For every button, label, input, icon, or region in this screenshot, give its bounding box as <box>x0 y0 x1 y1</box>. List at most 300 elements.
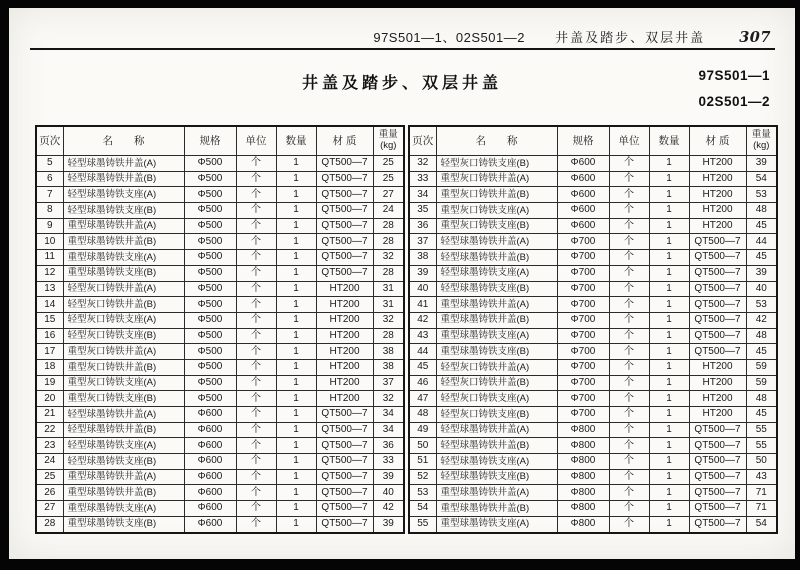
cell-qty: 1 <box>276 454 316 470</box>
cell-seq: 45 <box>409 359 436 375</box>
cell-seq: 10 <box>36 234 63 250</box>
cell-seq: 23 <box>36 438 63 454</box>
table-row <box>409 485 777 501</box>
cell-spec: Φ800 <box>557 501 609 517</box>
cell-qty: 1 <box>276 171 316 187</box>
cell-material: QT500—7 <box>316 171 373 187</box>
cell-material: QT500—7 <box>316 218 373 234</box>
cell-unit: 个 <box>236 516 276 532</box>
cell-name: 重型灰口铸铁支座(A) <box>63 375 184 391</box>
cell-name: 重型灰口铸铁井盖(A) <box>63 344 184 360</box>
cell-weight: 55 <box>746 438 777 454</box>
cell-material: QT500—7 <box>689 344 746 360</box>
cell-seq: 46 <box>409 375 436 391</box>
cell-seq: 20 <box>36 391 63 407</box>
cell-qty: 1 <box>276 391 316 407</box>
cell-weight: 48 <box>746 391 777 407</box>
cell-unit: 个 <box>236 344 276 360</box>
cell-weight: 31 <box>373 281 404 297</box>
cell-unit: 个 <box>236 485 276 501</box>
cell-unit: 个 <box>609 469 649 485</box>
cell-weight: 40 <box>373 485 404 501</box>
cell-unit: 个 <box>236 218 276 234</box>
cell-name: 重型球墨铸铁井盖(B) <box>436 501 557 517</box>
table-row <box>409 344 777 360</box>
cell-weight: 39 <box>373 516 404 532</box>
cell-spec: Φ600 <box>557 187 609 203</box>
table-row <box>409 250 777 266</box>
cell-name: 轻型灰口铸铁支座(B) <box>63 328 184 344</box>
cell-spec: Φ800 <box>557 469 609 485</box>
cell-qty: 1 <box>649 469 689 485</box>
cell-material: HT200 <box>316 281 373 297</box>
cell-name: 轻型灰口铸铁支座(B) <box>436 407 557 423</box>
cell-seq: 22 <box>36 422 63 438</box>
cell-seq: 21 <box>36 407 63 423</box>
table-row <box>409 297 777 313</box>
cell-seq: 11 <box>36 250 63 266</box>
cell-seq: 43 <box>409 328 436 344</box>
cell-material: QT500—7 <box>316 203 373 219</box>
cell-weight: 42 <box>746 312 777 328</box>
cell-material: QT500—7 <box>316 187 373 203</box>
cell-name: 轻型灰口铸铁井盖(A) <box>63 281 184 297</box>
cell-weight: 28 <box>373 218 404 234</box>
cell-spec: Φ600 <box>557 203 609 219</box>
cell-name: 重型球墨铸铁井盖(A) <box>436 297 557 313</box>
cell-weight: 48 <box>746 328 777 344</box>
col-header-unit: 单位 <box>236 126 276 156</box>
cell-material: HT200 <box>689 391 746 407</box>
cell-name: 重型灰口铸铁支座(B) <box>436 218 557 234</box>
cell-seq: 55 <box>409 516 436 532</box>
cell-weight: 34 <box>373 422 404 438</box>
cell-qty: 1 <box>649 234 689 250</box>
table-row <box>36 407 404 423</box>
cell-spec: Φ700 <box>557 407 609 423</box>
cell-unit: 个 <box>236 375 276 391</box>
cell-weight: 43 <box>746 469 777 485</box>
cell-material: HT200 <box>689 156 746 172</box>
table-row <box>36 171 404 187</box>
col-header-qty: 数量 <box>276 126 316 156</box>
cell-qty: 1 <box>276 187 316 203</box>
table-row <box>409 281 777 297</box>
standard-code-02s501: 02S501—2 <box>698 94 770 109</box>
cell-qty: 1 <box>276 218 316 234</box>
cell-weight: 28 <box>373 234 404 250</box>
cell-name: 重型球墨铸铁支座(A) <box>63 250 184 266</box>
table-row <box>36 391 404 407</box>
cell-name: 轻型灰口铸铁井盖(B) <box>63 297 184 313</box>
cell-unit: 个 <box>609 328 649 344</box>
cell-spec: Φ700 <box>557 265 609 281</box>
cell-qty: 1 <box>276 203 316 219</box>
col-header-seq: 页次 <box>36 126 63 156</box>
cell-seq: 16 <box>36 328 63 344</box>
cell-spec: Φ700 <box>557 297 609 313</box>
cell-unit: 个 <box>236 501 276 517</box>
cell-unit: 个 <box>609 171 649 187</box>
cell-material: QT500—7 <box>316 516 373 532</box>
cell-unit: 个 <box>609 187 649 203</box>
cell-spec: Φ500 <box>184 359 236 375</box>
cell-name: 重型球墨铸铁支座(B) <box>436 344 557 360</box>
cell-weight: 40 <box>746 281 777 297</box>
cell-unit: 个 <box>609 359 649 375</box>
cell-unit: 个 <box>236 391 276 407</box>
col-header-material: 材 质 <box>316 126 373 156</box>
cell-name: 轻型球墨铸铁支座(A) <box>436 265 557 281</box>
col-header-weight: 重量 (kg) <box>373 126 404 156</box>
cell-seq: 6 <box>36 171 63 187</box>
cell-qty: 1 <box>649 359 689 375</box>
cell-name: 轻型球墨铸铁井盖(A) <box>63 156 184 172</box>
table-body-right <box>409 156 777 533</box>
cell-material: QT500—7 <box>689 234 746 250</box>
cell-material: QT500—7 <box>316 250 373 266</box>
parts-tables <box>35 125 775 534</box>
cell-qty: 1 <box>276 156 316 172</box>
cell-unit: 个 <box>236 250 276 266</box>
table-row <box>409 501 777 517</box>
table-row <box>36 469 404 485</box>
cell-spec: Φ800 <box>557 485 609 501</box>
cell-name: 重型灰口铸铁井盖(B) <box>436 187 557 203</box>
cell-weight: 53 <box>746 297 777 313</box>
cell-unit: 个 <box>609 438 649 454</box>
cell-qty: 1 <box>649 516 689 532</box>
table-row <box>36 454 404 470</box>
cell-unit: 个 <box>236 265 276 281</box>
cell-seq: 50 <box>409 438 436 454</box>
cell-name: 重型灰口铸铁井盖(A) <box>436 171 557 187</box>
cell-qty: 1 <box>649 312 689 328</box>
cell-unit: 个 <box>236 281 276 297</box>
doc-title: 井盖及踏步、双层井盖 <box>301 75 502 92</box>
cell-qty: 1 <box>649 391 689 407</box>
cell-spec: Φ700 <box>557 344 609 360</box>
cell-weight: 54 <box>746 171 777 187</box>
cell-qty: 1 <box>649 422 689 438</box>
cell-qty: 1 <box>649 485 689 501</box>
table-row <box>409 438 777 454</box>
cell-seq: 53 <box>409 485 436 501</box>
cell-spec: Φ700 <box>557 328 609 344</box>
cell-qty: 1 <box>649 344 689 360</box>
cell-seq: 44 <box>409 344 436 360</box>
cell-name: 轻型灰口铸铁支座(A) <box>436 391 557 407</box>
cell-qty: 1 <box>649 407 689 423</box>
cell-spec: Φ500 <box>184 312 236 328</box>
cell-weight: 54 <box>746 516 777 532</box>
cell-spec: Φ700 <box>557 250 609 266</box>
cell-seq: 41 <box>409 297 436 313</box>
cell-material: HT200 <box>689 203 746 219</box>
table-row <box>36 422 404 438</box>
cell-qty: 1 <box>276 407 316 423</box>
cell-seq: 17 <box>36 344 63 360</box>
cell-seq: 13 <box>36 281 63 297</box>
cell-material: QT500—7 <box>316 407 373 423</box>
cell-unit: 个 <box>609 391 649 407</box>
cell-name: 重型球墨铸铁支座(B) <box>63 265 184 281</box>
col-header-qty: 数量 <box>649 126 689 156</box>
cell-spec: Φ700 <box>557 391 609 407</box>
cell-spec: Φ700 <box>557 312 609 328</box>
cell-qty: 1 <box>276 297 316 313</box>
cell-qty: 1 <box>276 375 316 391</box>
table-row <box>409 422 777 438</box>
cell-spec: Φ700 <box>557 234 609 250</box>
cell-material: QT500—7 <box>689 422 746 438</box>
col-header-spec: 规格 <box>557 126 609 156</box>
cell-qty: 1 <box>276 265 316 281</box>
cell-spec: Φ600 <box>184 516 236 532</box>
cell-qty: 1 <box>649 265 689 281</box>
table-row <box>409 407 777 423</box>
cell-weight: 31 <box>373 297 404 313</box>
table-row <box>409 218 777 234</box>
document-page <box>9 8 795 559</box>
table-row <box>409 516 777 532</box>
cell-name: 轻型灰口铸铁井盖(A) <box>436 359 557 375</box>
table-row <box>36 344 404 360</box>
cell-qty: 1 <box>649 297 689 313</box>
cell-weight: 53 <box>746 187 777 203</box>
cell-unit: 个 <box>236 297 276 313</box>
cell-material: QT500—7 <box>316 156 373 172</box>
cell-name: 重型灰口铸铁井盖(B) <box>63 359 184 375</box>
cell-qty: 1 <box>276 422 316 438</box>
cell-unit: 个 <box>609 485 649 501</box>
table-row <box>409 203 777 219</box>
cell-material: QT500—7 <box>316 234 373 250</box>
cell-material: HT200 <box>316 344 373 360</box>
cell-weight: 71 <box>746 485 777 501</box>
running-header <box>373 27 771 46</box>
cell-unit: 个 <box>236 187 276 203</box>
cell-qty: 1 <box>649 438 689 454</box>
cell-weight: 27 <box>373 187 404 203</box>
col-header-material: 材 质 <box>689 126 746 156</box>
cell-weight: 50 <box>746 454 777 470</box>
cell-weight: 36 <box>373 438 404 454</box>
cell-material: QT500—7 <box>316 422 373 438</box>
cell-weight: 25 <box>373 156 404 172</box>
table-row <box>409 265 777 281</box>
cell-weight: 34 <box>373 407 404 423</box>
cell-material: HT200 <box>316 359 373 375</box>
cell-name: 轻型灰口铸铁井盖(B) <box>436 375 557 391</box>
cell-seq: 28 <box>36 516 63 532</box>
cell-spec: Φ800 <box>557 422 609 438</box>
cell-name: 重型球墨铸铁井盖(A) <box>63 469 184 485</box>
cell-name: 重型球墨铸铁井盖(A) <box>436 485 557 501</box>
cell-name: 轻型球墨铸铁支座(A) <box>436 454 557 470</box>
cell-weight: 45 <box>746 218 777 234</box>
cell-material: QT500—7 <box>689 516 746 532</box>
table-row <box>36 438 404 454</box>
cell-weight: 39 <box>746 156 777 172</box>
cell-name: 轻型灰口铸铁支座(B) <box>436 156 557 172</box>
cell-material: QT500—7 <box>689 469 746 485</box>
cell-qty: 1 <box>276 469 316 485</box>
cell-weight: 45 <box>746 344 777 360</box>
cell-material: QT500—7 <box>689 438 746 454</box>
cell-spec: Φ500 <box>184 375 236 391</box>
table-row <box>36 485 404 501</box>
table-row <box>36 375 404 391</box>
cell-weight: 45 <box>746 250 777 266</box>
cell-weight: 45 <box>746 407 777 423</box>
cell-name: 重型灰口铸铁支座(A) <box>436 203 557 219</box>
cell-qty: 1 <box>276 344 316 360</box>
cell-seq: 36 <box>409 218 436 234</box>
cell-material: HT200 <box>689 171 746 187</box>
cell-name: 轻型球墨铸铁支座(B) <box>63 454 184 470</box>
cell-material: HT200 <box>689 187 746 203</box>
cell-spec: Φ500 <box>184 391 236 407</box>
cell-qty: 1 <box>276 501 316 517</box>
cell-unit: 个 <box>236 328 276 344</box>
cell-seq: 52 <box>409 469 436 485</box>
cell-qty: 1 <box>649 171 689 187</box>
cell-qty: 1 <box>649 187 689 203</box>
table-row <box>409 469 777 485</box>
cell-qty: 1 <box>649 501 689 517</box>
cell-name: 轻型球墨铸铁井盖(A) <box>436 234 557 250</box>
table-row <box>36 516 404 532</box>
cell-weight: 38 <box>373 344 404 360</box>
table-row <box>409 156 777 172</box>
cell-weight: 37 <box>373 375 404 391</box>
cell-unit: 个 <box>609 501 649 517</box>
table-row <box>36 297 404 313</box>
cell-spec: Φ600 <box>184 422 236 438</box>
cell-name: 轻型球墨铸铁支座(B) <box>63 203 184 219</box>
cell-unit: 个 <box>236 312 276 328</box>
cell-weight: 71 <box>746 501 777 517</box>
cell-spec: Φ500 <box>184 218 236 234</box>
cell-spec: Φ500 <box>184 250 236 266</box>
cell-unit: 个 <box>236 156 276 172</box>
cell-seq: 39 <box>409 265 436 281</box>
cell-unit: 个 <box>609 375 649 391</box>
cell-spec: Φ500 <box>184 328 236 344</box>
table-row <box>409 328 777 344</box>
cell-unit: 个 <box>609 297 649 313</box>
cell-seq: 48 <box>409 407 436 423</box>
cell-qty: 1 <box>649 281 689 297</box>
cell-material: QT500—7 <box>689 501 746 517</box>
cell-unit: 个 <box>609 265 649 281</box>
cell-qty: 1 <box>276 281 316 297</box>
cell-name: 重型灰口铸铁支座(B) <box>63 391 184 407</box>
cell-seq: 18 <box>36 359 63 375</box>
cell-spec: Φ600 <box>184 454 236 470</box>
cell-qty: 1 <box>649 156 689 172</box>
cell-unit: 个 <box>236 171 276 187</box>
table-row <box>409 375 777 391</box>
cell-weight: 28 <box>373 328 404 344</box>
table-row <box>36 501 404 517</box>
cell-unit: 个 <box>236 454 276 470</box>
cell-qty: 1 <box>276 516 316 532</box>
cell-unit: 个 <box>609 344 649 360</box>
cell-material: QT500—7 <box>316 469 373 485</box>
cell-seq: 9 <box>36 218 63 234</box>
cell-seq: 40 <box>409 281 436 297</box>
cell-name: 重型球墨铸铁井盖(B) <box>63 485 184 501</box>
cell-name: 轻型球墨铸铁井盖(B) <box>436 250 557 266</box>
cell-qty: 1 <box>276 328 316 344</box>
cell-seq: 49 <box>409 422 436 438</box>
cell-material: QT500—7 <box>689 485 746 501</box>
cell-unit: 个 <box>236 422 276 438</box>
cell-material: QT500—7 <box>316 265 373 281</box>
cell-material: QT500—7 <box>689 297 746 313</box>
cell-material: QT500—7 <box>316 438 373 454</box>
cell-seq: 25 <box>36 469 63 485</box>
cell-seq: 34 <box>409 187 436 203</box>
cell-spec: Φ600 <box>184 407 236 423</box>
cell-material: QT500—7 <box>316 485 373 501</box>
cell-seq: 27 <box>36 501 63 517</box>
cell-weight: 48 <box>746 203 777 219</box>
cell-name: 重型球墨铸铁支座(A) <box>63 501 184 517</box>
cell-spec: Φ600 <box>184 438 236 454</box>
table-row <box>409 234 777 250</box>
cell-qty: 1 <box>649 454 689 470</box>
table-row <box>409 454 777 470</box>
table-row <box>36 203 404 219</box>
cell-name: 重型球墨铸铁井盖(A) <box>63 218 184 234</box>
cell-unit: 个 <box>236 359 276 375</box>
table-body-left <box>36 156 404 533</box>
parts-table-left <box>35 125 405 534</box>
cell-unit: 个 <box>236 234 276 250</box>
cell-spec: Φ500 <box>184 281 236 297</box>
cell-seq: 19 <box>36 375 63 391</box>
table-row <box>409 171 777 187</box>
cell-unit: 个 <box>609 203 649 219</box>
cell-weight: 44 <box>746 234 777 250</box>
standard-code-97s501: 97S501—1 <box>698 68 770 83</box>
cell-unit: 个 <box>609 516 649 532</box>
cell-seq: 5 <box>36 156 63 172</box>
cell-name: 轻型球墨铸铁井盖(A) <box>436 422 557 438</box>
cell-material: QT500—7 <box>316 501 373 517</box>
cell-name: 重型球墨铸铁井盖(B) <box>436 312 557 328</box>
cell-seq: 32 <box>409 156 436 172</box>
cell-material: QT500—7 <box>689 328 746 344</box>
table-row <box>36 328 404 344</box>
cell-qty: 1 <box>276 359 316 375</box>
cell-material: QT500—7 <box>316 454 373 470</box>
col-header-name: 名 称 <box>436 126 557 156</box>
cell-name: 重型球墨铸铁支座(B) <box>63 516 184 532</box>
cell-weight: 33 <box>373 454 404 470</box>
table-row <box>36 359 404 375</box>
cell-material: HT200 <box>316 328 373 344</box>
page-number: 307 <box>739 29 771 46</box>
cell-qty: 1 <box>649 375 689 391</box>
cell-material: QT500—7 <box>689 265 746 281</box>
cell-seq: 51 <box>409 454 436 470</box>
table-row <box>36 218 404 234</box>
cell-qty: 1 <box>649 328 689 344</box>
